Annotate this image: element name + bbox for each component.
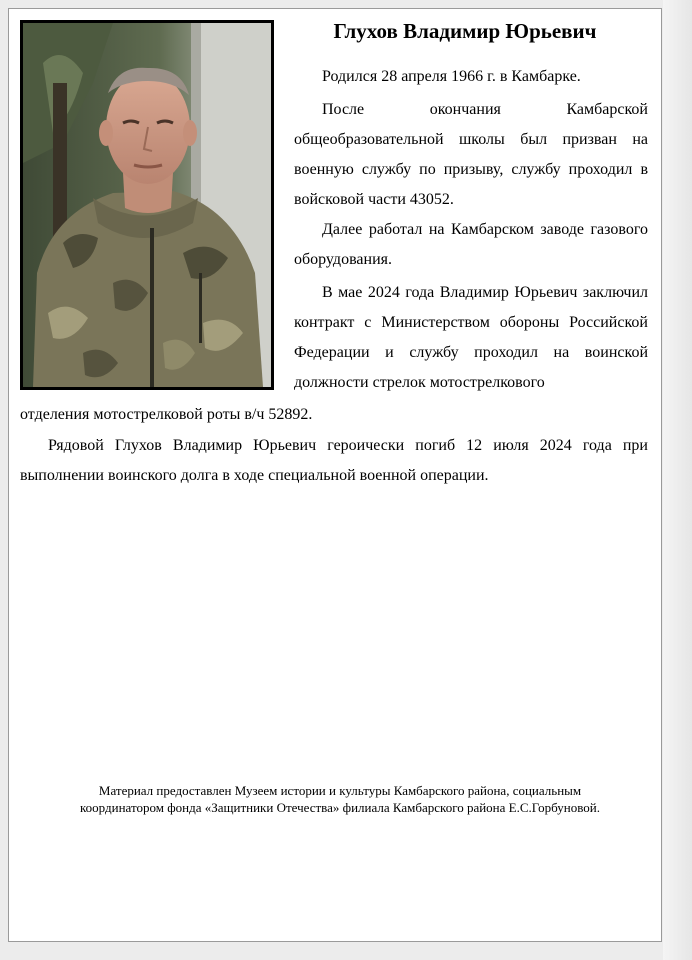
credit-line-1: Материал предоставлен Музеем истории и культуры Камбарского района, социальным — [98, 783, 582, 798]
source-credit — [20, 782, 660, 816]
viewer-gutter — [663, 0, 692, 960]
death-paragraph: Рядовой Глухов Владимир Юрьевич героически погиб 12 июля 2024 года при выполнении воинского долга в ходе специальной военной операции. — [20, 437, 648, 484]
work-paragraph: Далее работал на Камбарском заводе газового оборудования. — [294, 221, 648, 268]
person-name-title: Глухов Владимир Юрьевич — [333, 19, 597, 43]
credit-line-2: координатором фонда «Защитники Отечества» филиала Камбарского района Е.С.Горбуновой. — [80, 800, 600, 815]
portrait-photo — [20, 20, 274, 390]
birth-paragraph: Родился 28 апреля 1966 г. в Камбарке. — [322, 68, 581, 85]
contract-paragraph-continuation: отделения мотострелковой роты в/ч 52892. — [20, 406, 313, 423]
school-service-paragraph: После окончания Камбарской общеобразовательной школы был призван на военную службу по призыву, службу проходил в войсковой части 43052. — [294, 101, 648, 208]
contract-paragraph: В мае 2024 года Владимир Юрьевич заключил контракт с Министерством обороны Российской Федерации и службу проходил на воинской должности стрелок мотострелкового — [294, 284, 648, 391]
